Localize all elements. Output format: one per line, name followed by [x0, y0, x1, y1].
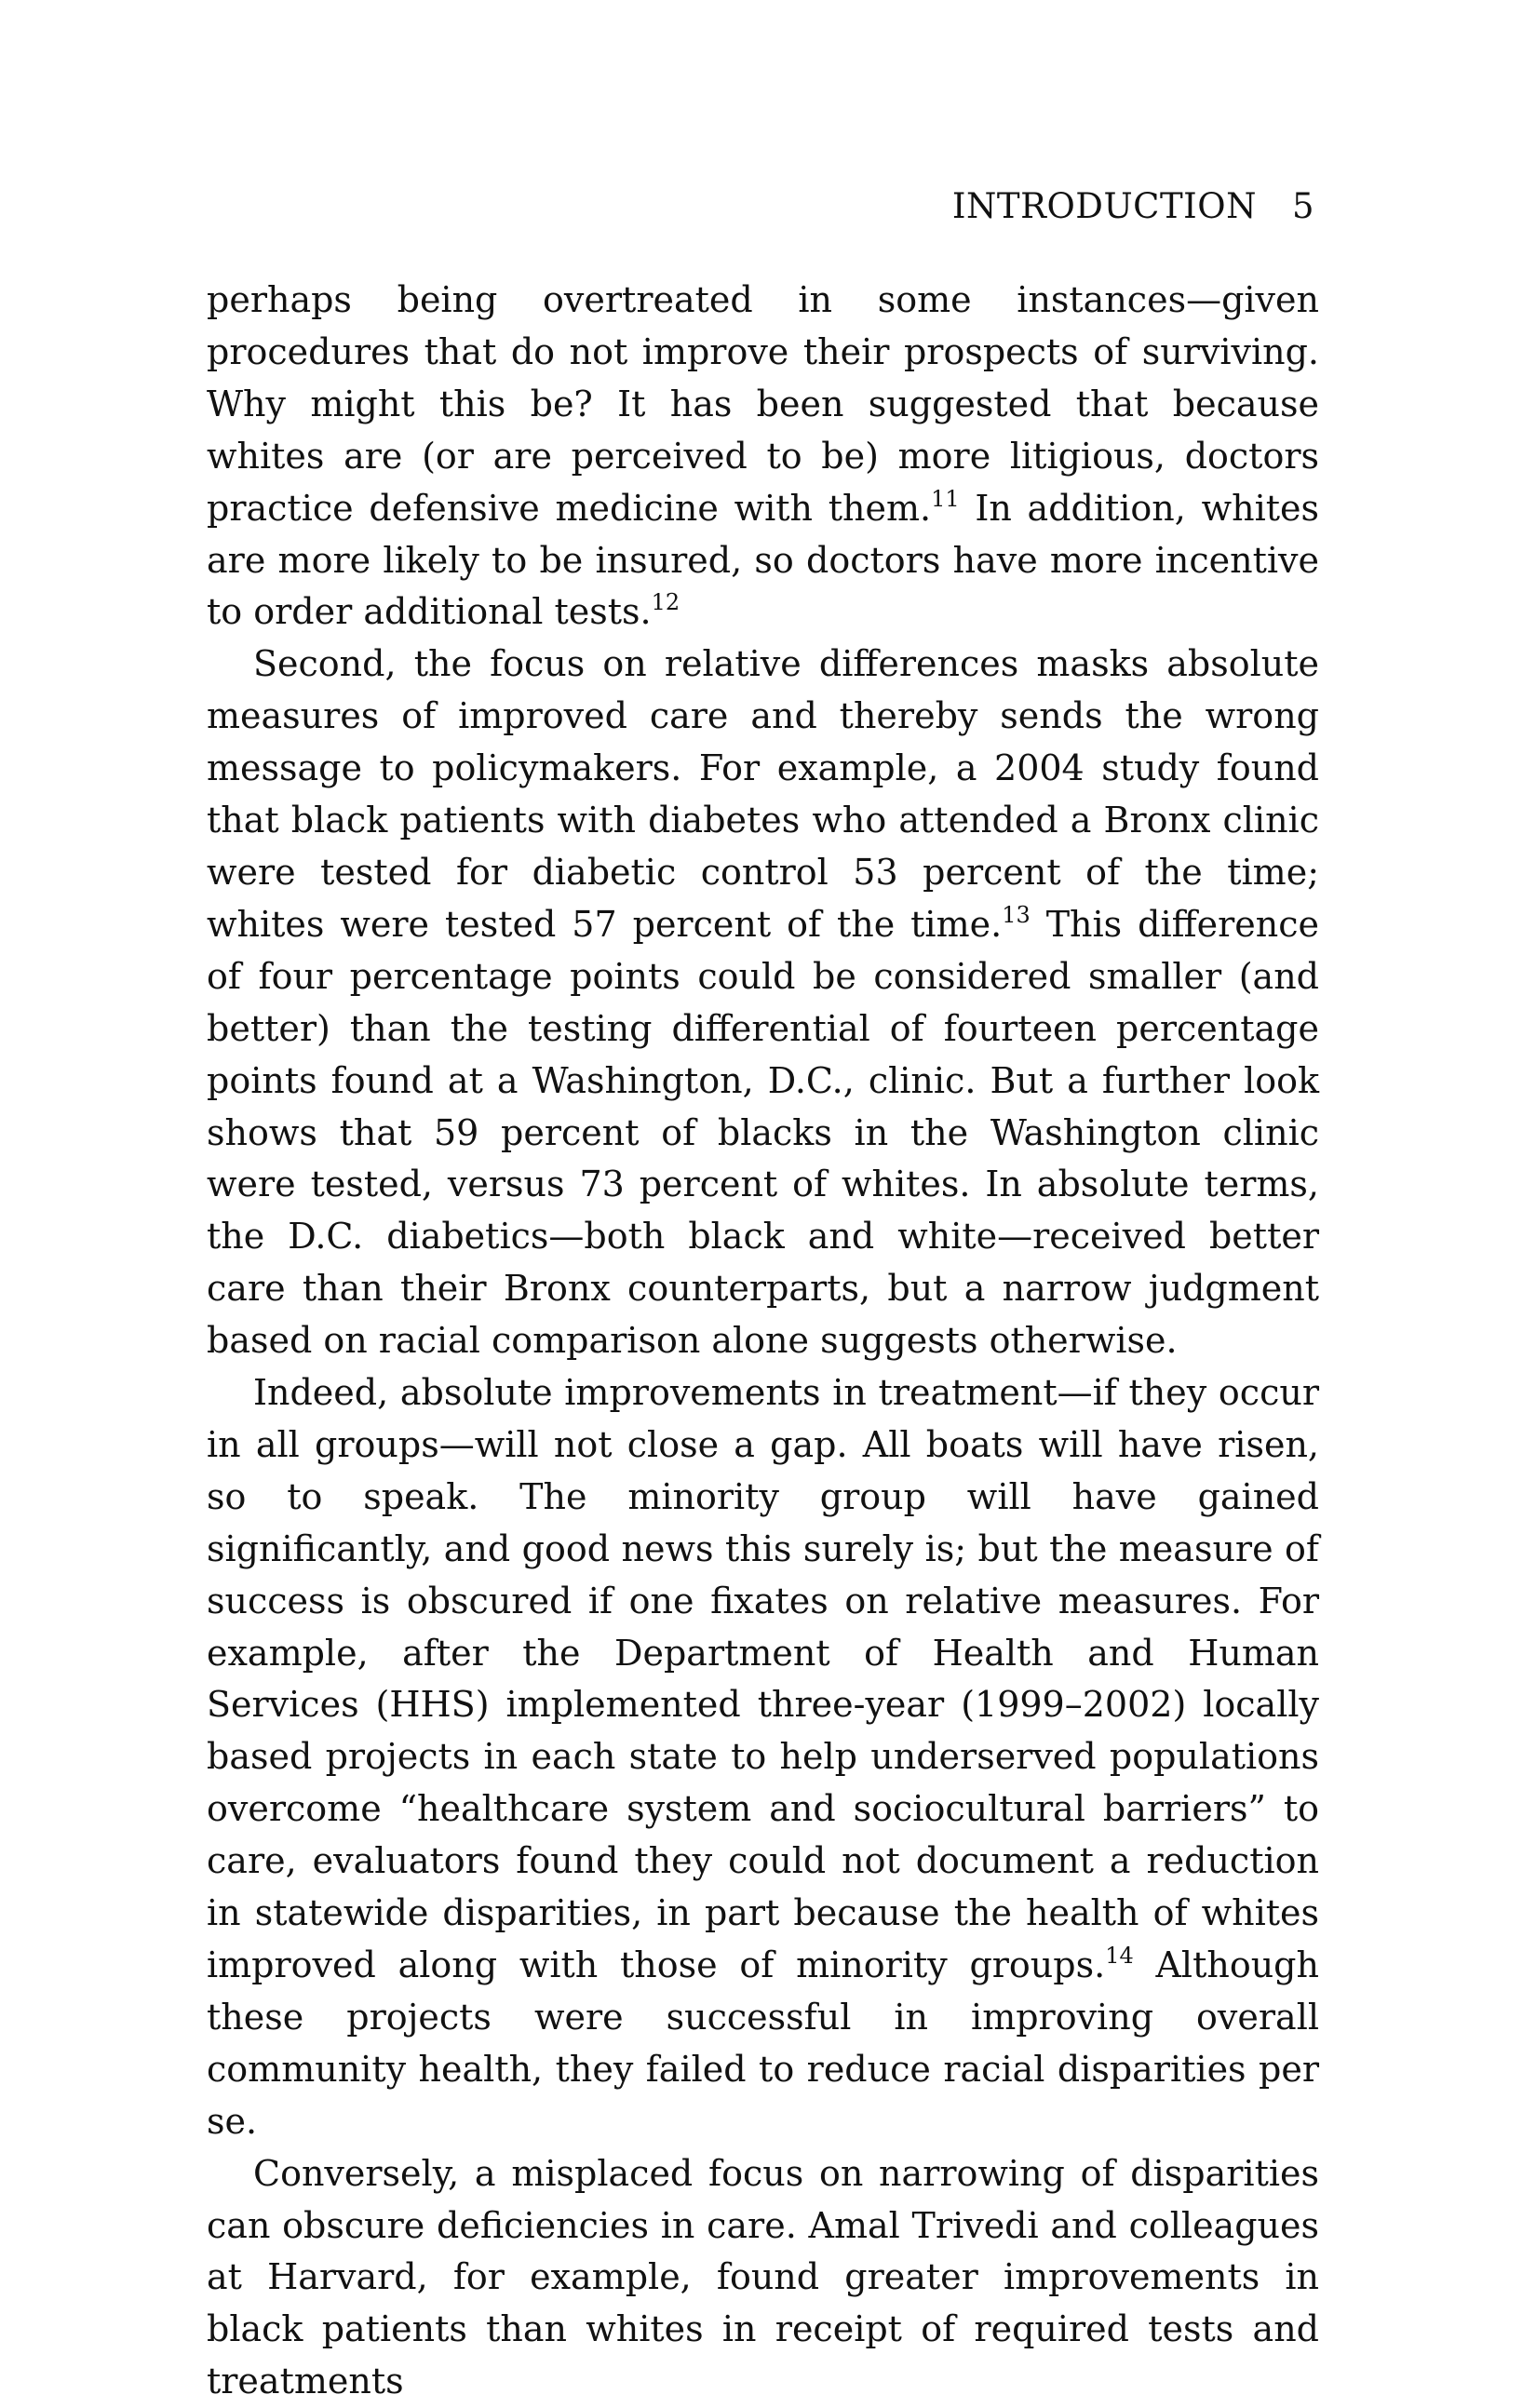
page-number: 5: [1291, 186, 1314, 226]
paragraph-4: [207, 2148, 1319, 2408]
running-head: [952, 186, 1314, 226]
body-text: [207, 275, 1319, 2408]
paragraph-text: Indeed, absolute improvements in treatment—if they occur in all groups—will not close a gap. All boats will have risen, so to speak. The minority group will have gained significantly, and good news this surely is; but the measure of success is obscured if one fixates on relative measures. For example, after the Department of Health and Human Services (HHS) implemented three-year (1999–2002) locally based projects in each state to help underserved populations overcome “healthcare system and sociocultural barriers” to care, evaluators found they could not document a reduction in statewide disparities, in part because the health of whites improved along with those of minority groups.: [207, 1372, 1319, 1985]
paragraph-text: Although these projects were successful in improving overall community health, they failed to reduce racial disparities per se.: [207, 1944, 1319, 2142]
paragraph-text: Second, the focus on relative differences masks absolute measures of improved care and thereby sends the wrong message to policymakers. For example, a 2004 study found that black patients with diabetes who attended a Bronx clinic were tested for diabetic control 53 percent of the time; whites were tested 57 percent of the time.: [207, 643, 1319, 945]
footnote-marker-14[interactable]: 14: [1105, 1943, 1134, 1969]
footnote-marker-11[interactable]: 11: [931, 485, 960, 512]
paragraph-2: [207, 639, 1319, 1367]
paragraph-3: [207, 1367, 1319, 2148]
paragraph-text: This difference of four percentage points could be considered smaller (and better) than the testing differential of fourteen percentage points found at a Washington, D.C., clinic. But a further look shows that 59 percent of blacks in the Washington clinic were tested, versus 73 percent of whites. In absolute terms, the D.C. diabetics—both black and white—received better care than their Bronx counterparts, but a narrow judgment based on racial comparison alone suggests otherwise.: [207, 903, 1319, 1362]
footnote-marker-13[interactable]: 13: [1002, 901, 1031, 928]
paragraph-text: perhaps being overtreated in some instances—given procedures that do not improve their prospects of surviving. Why might this be? It has been suggested that because whites are (or are perceived to be) more litigious, doctors practice defensive medicine with them.: [207, 279, 1319, 529]
paragraph-text: In addition, whites are more likely to be insured, so doctors have more incentive to order additional tests.: [207, 487, 1319, 633]
paragraph-text: Conversely, a misplaced focus on narrowing of disparities can obscure deficiencies in care. Amal Trivedi and colleagues at Harvard, for example, found greater improvements in black patients than whites in receipt of required tests and treatments: [207, 2152, 1319, 2402]
paragraph-1: [207, 275, 1319, 639]
running-title: INTRODUCTION: [951, 186, 1257, 226]
footnote-marker-12[interactable]: 12: [651, 589, 680, 616]
